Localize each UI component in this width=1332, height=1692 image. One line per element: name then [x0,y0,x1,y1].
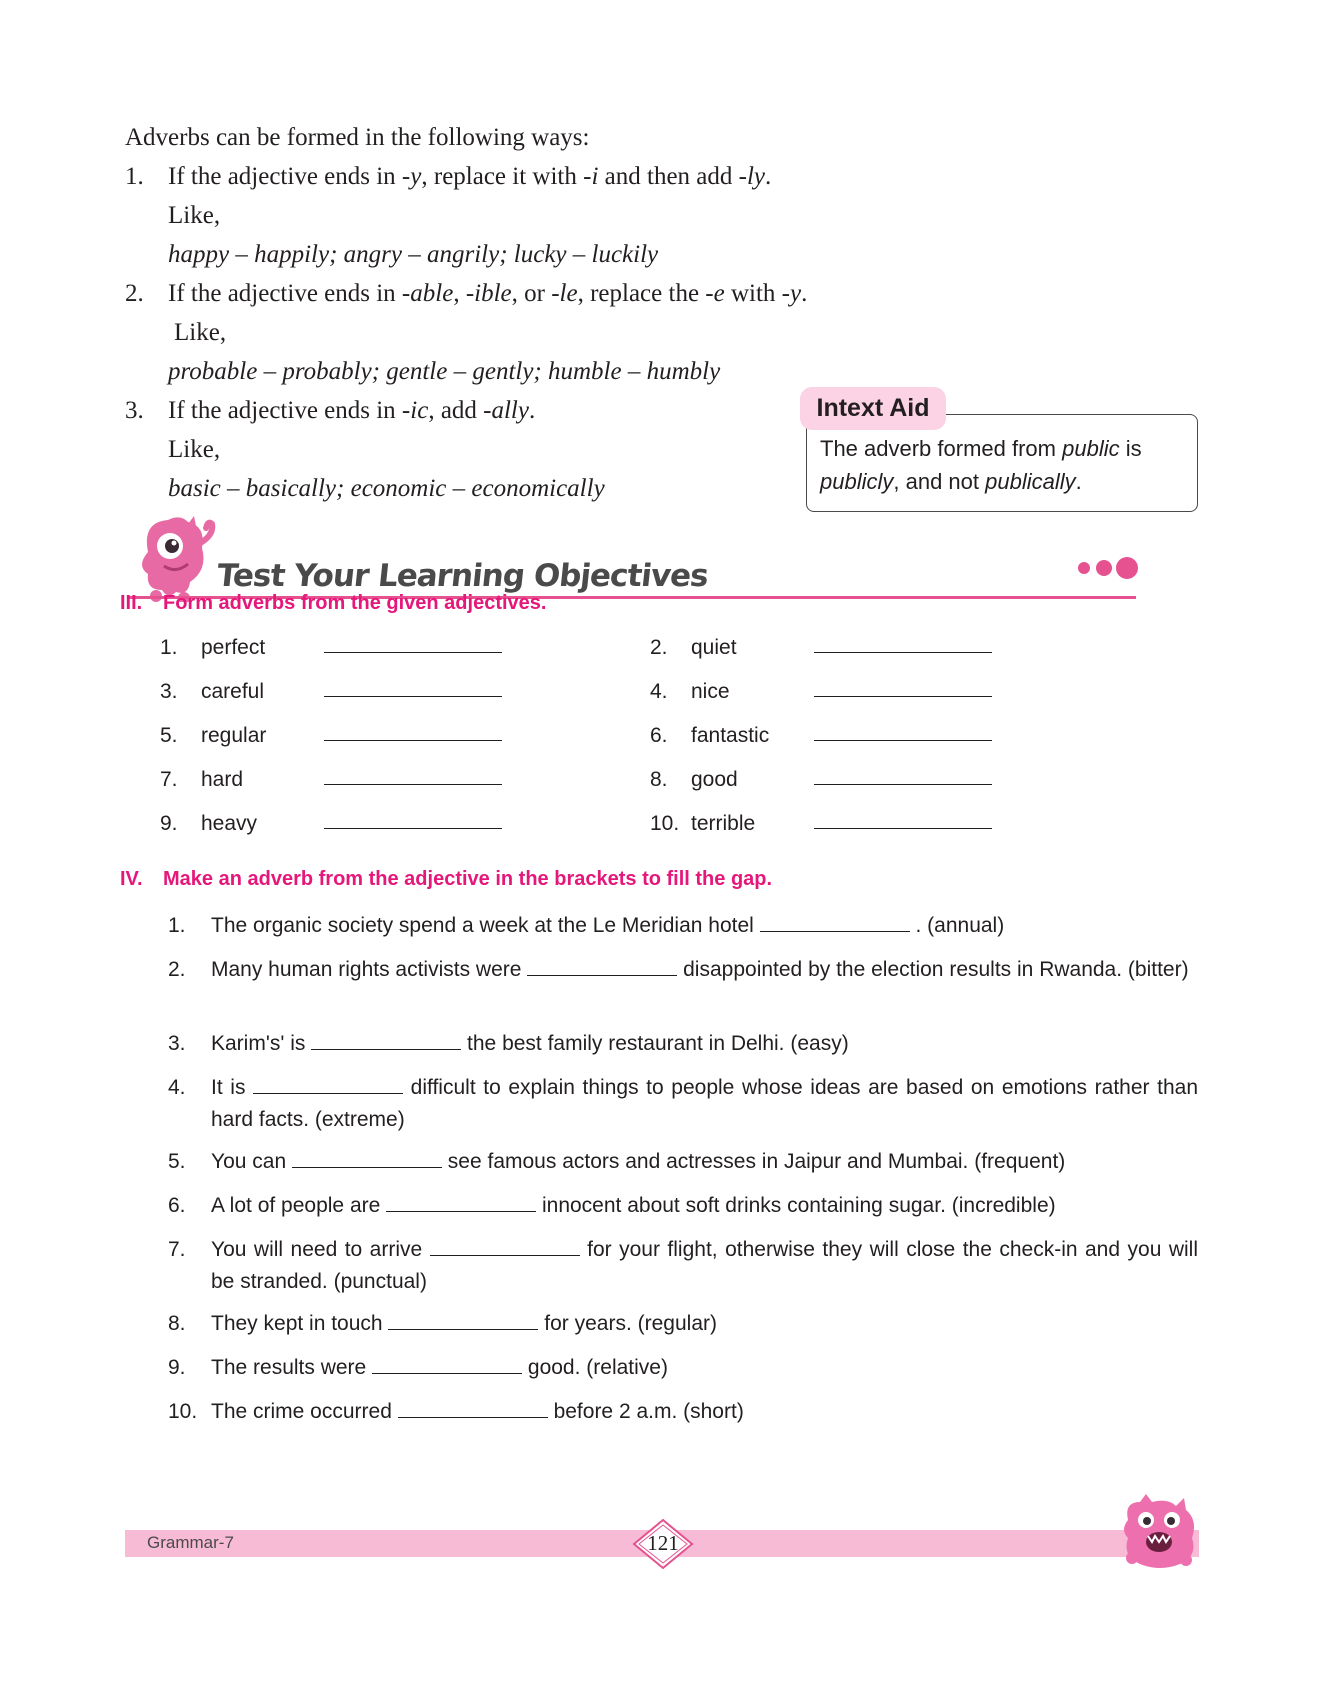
page-number: 121 [647,1531,679,1555]
rule-like: Like, [174,319,227,346]
sentence-item: 8. They kept in touch for years. (regular) [168,1312,717,1335]
section-4-heading [120,868,1020,891]
sentence-item: 4. It is difficult to explain things to people whose ideas are based on emotions rather than hard facts. (extreme) [168,1076,1198,1131]
sentence-item: 2. Many human rights activists were disappointed by the election results in Rwanda. (bitter) [168,958,1189,981]
section-3-heading [120,592,920,615]
rules-intro: Adverbs can be formed in the following ways: [125,124,590,151]
section-3-title: Form adverbs from the given adjectives. [163,592,547,614]
pink-monster-footer-icon [1118,1490,1200,1572]
sentence-item: 7. You will need to arrive for your flight, otherwise they will close the check-in and you will be stranded. (punctual) [168,1238,1198,1293]
section-4-roman: IV. [120,868,143,890]
rule-like: Like, [168,202,221,229]
banner-title: Test Your Learning Objectives [215,558,710,594]
rule-example: basic – basically; economic – economically [168,475,605,502]
sentence-item: 1. The organic society spend a week at the Le Meridian hotel . (annual) [168,914,1005,937]
dots-ornament-icon [1076,555,1140,581]
sentence-item: 3. Karim's' is the best family restaurant in Delhi. (easy) [168,1032,849,1055]
pink-monster-mascot-icon [128,512,218,602]
sentence-item: 6. A lot of people are innocent about soft drinks containing sugar. (incredible) [168,1194,1056,1217]
sentence-item: 9. The results were good. (relative) [168,1356,668,1379]
rule-number: 2. [125,280,144,307]
sentence-item: 10. The crime occurred before 2 a.m. (short) [168,1400,744,1423]
rule-text: If the adjective ends in -able, -ible, or -le, replace the -e with -y. [168,280,808,307]
rule-text: If the adjective ends in -ic, add -ally. [168,397,536,424]
rule-like: Like, [168,436,221,463]
rule-number: 1. [125,163,144,190]
rules-section [125,118,825,508]
rule-example: happy – happily; angry – angrily; lucky – luckily [168,241,659,268]
intext-aid-text: The adverb formed from public is publicly, and not publically. [820,436,1142,494]
rule-number: 3. [125,397,144,424]
intext-aid-title: Intext Aid [800,387,946,430]
section-4-title: Make an adverb from the adjective in the brackets to fill the gap. [163,868,773,890]
rule-example: probable – probably; gentle – gently; humble – humbly [168,358,721,385]
footer-book-title: Grammar-7 [147,1533,234,1552]
section-3-roman: III. [120,592,143,614]
sentence-item: 5. You can see famous actors and actresses in Jaipur and Mumbai. (frequent) [168,1150,1066,1173]
rule-text: If the adjective ends in -y, replace it with -i and then add -ly. [168,163,772,190]
